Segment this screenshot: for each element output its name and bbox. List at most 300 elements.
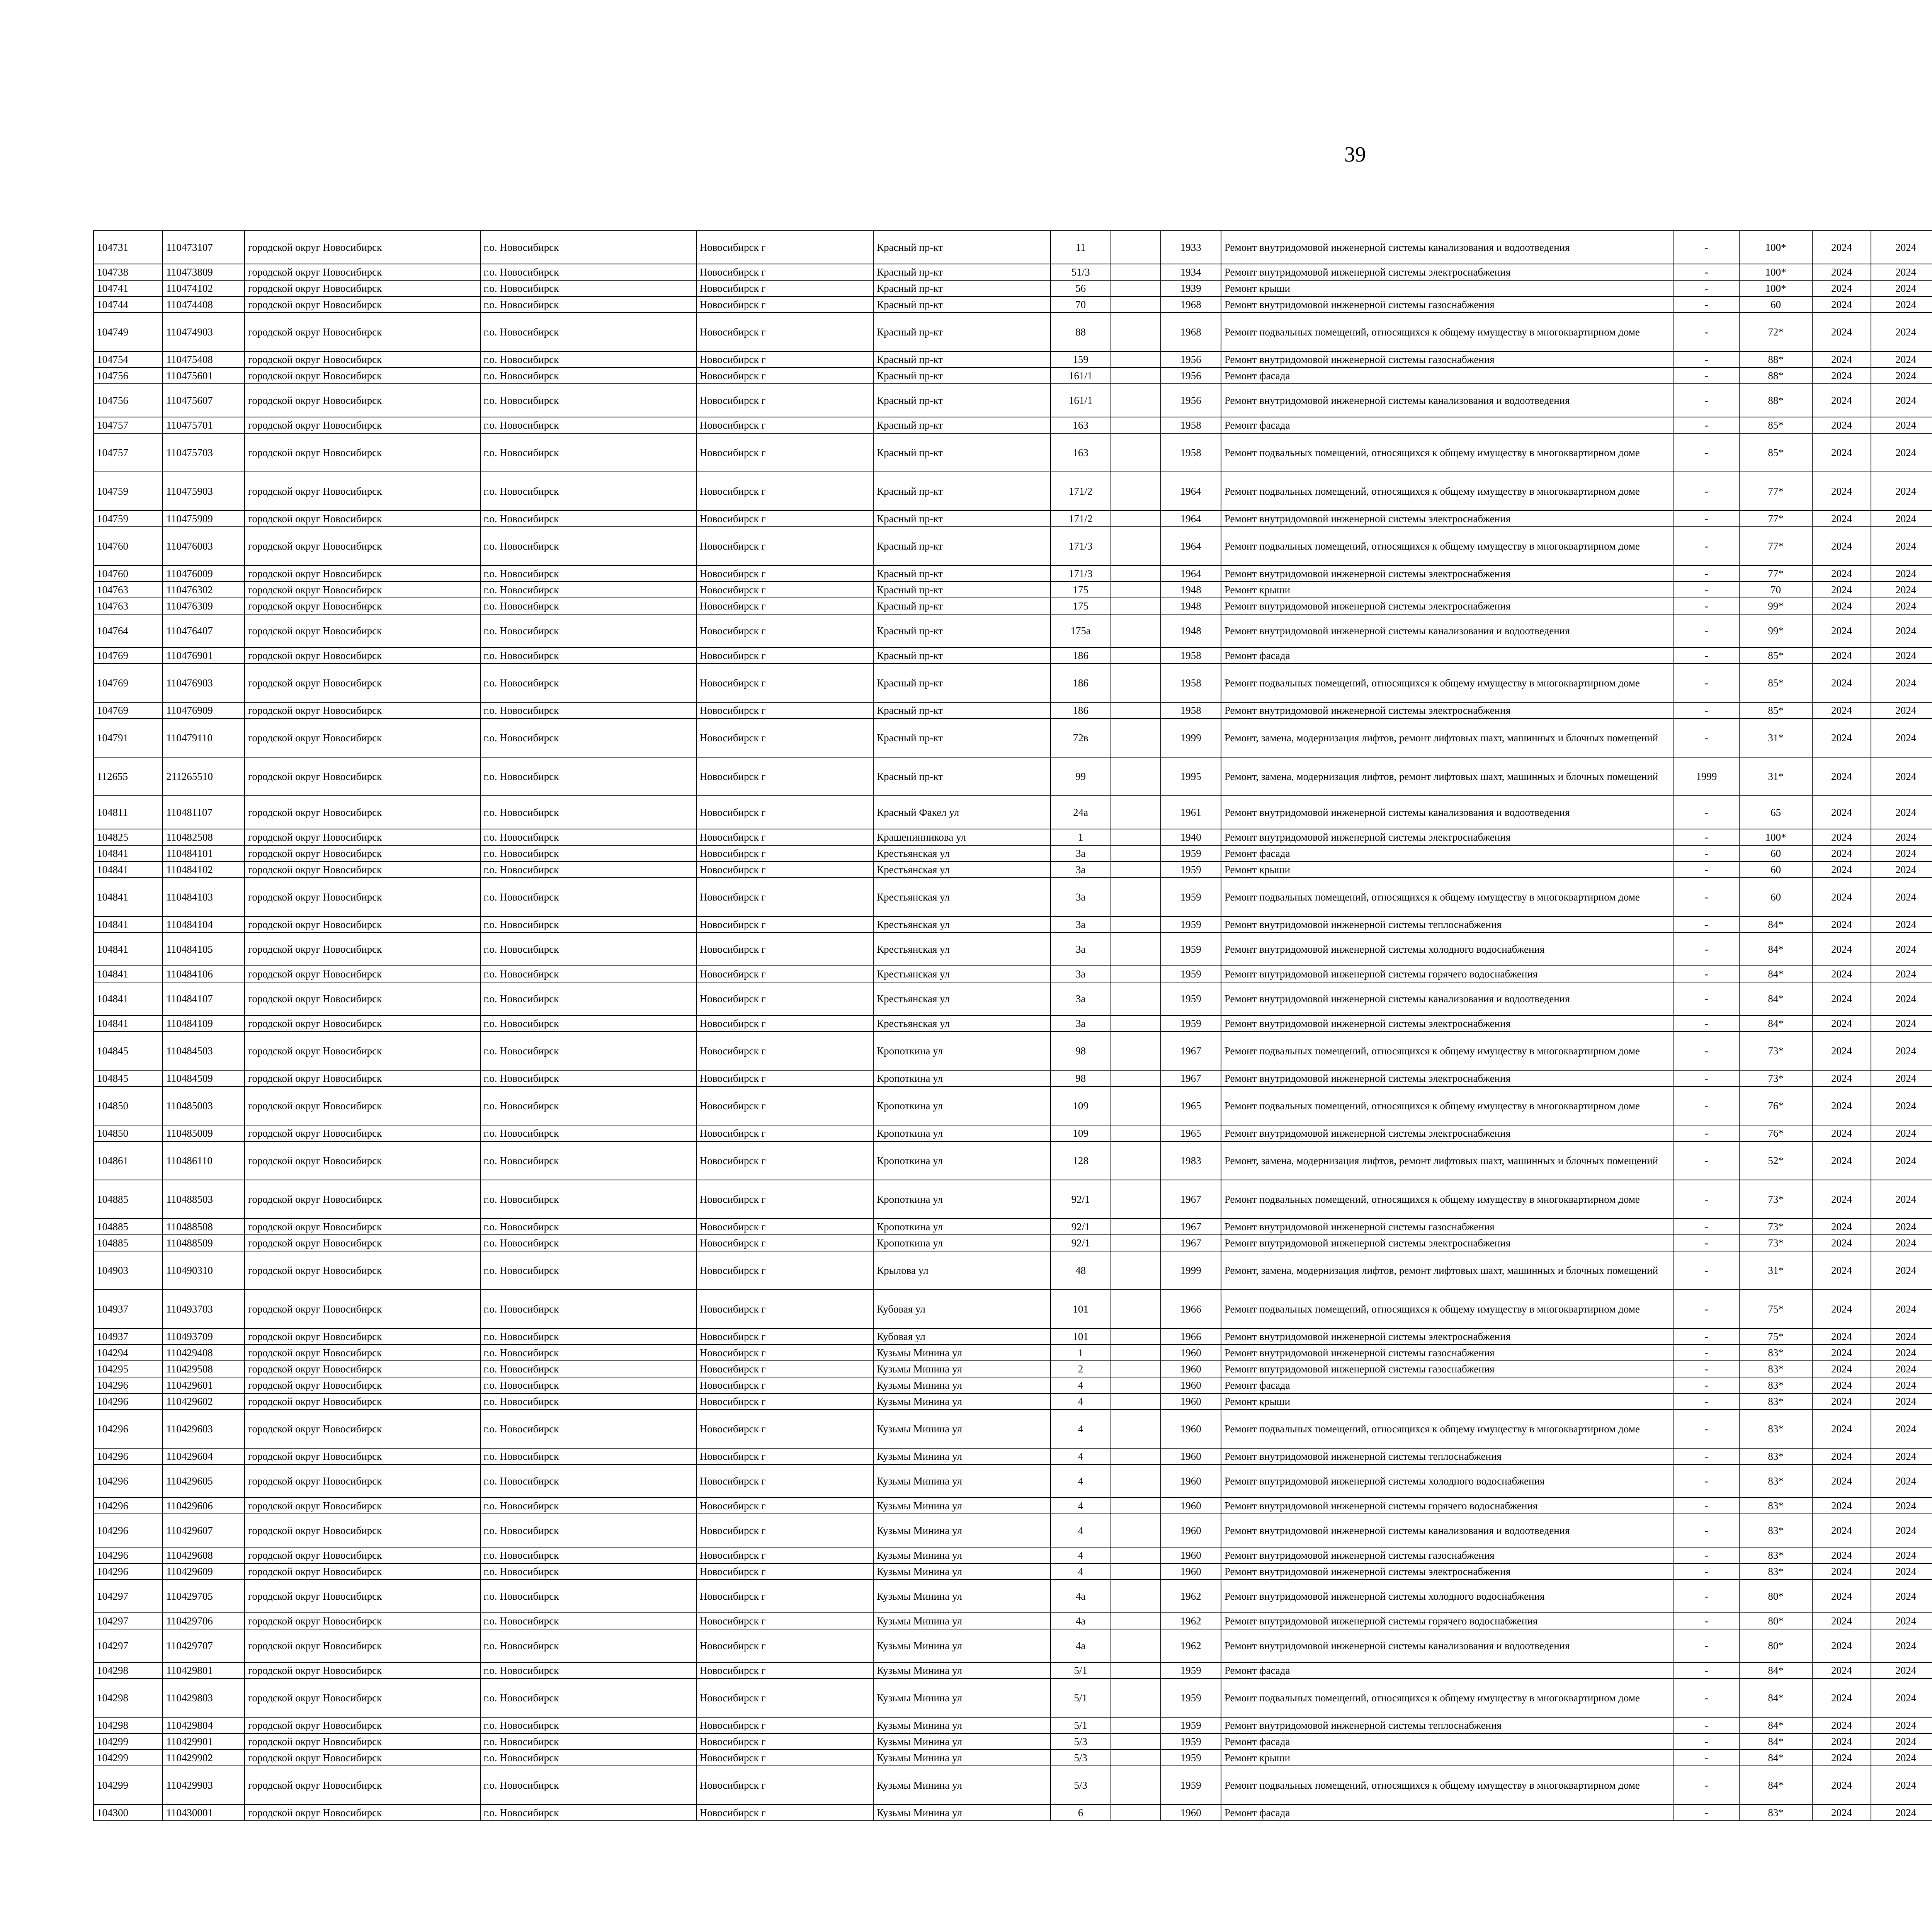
cell-dash: - bbox=[1674, 264, 1739, 280]
cell-year-built: 1999 bbox=[1161, 1251, 1221, 1290]
table-row bbox=[94, 313, 1932, 351]
cell-house: 24а bbox=[1051, 796, 1111, 829]
cell-street: Красный пр-кт bbox=[873, 231, 1050, 264]
cell-blank bbox=[1111, 647, 1161, 664]
cell-work-type: Ремонт фасада bbox=[1221, 417, 1674, 433]
cell-blank bbox=[1111, 982, 1161, 1015]
cell-year-start: 2024 bbox=[1812, 718, 1871, 757]
cell-blank bbox=[1111, 1070, 1161, 1086]
cell-dash: - bbox=[1674, 1125, 1739, 1141]
cell-year-built: 1967 bbox=[1161, 1070, 1221, 1086]
cell-wear: 99* bbox=[1739, 598, 1812, 614]
cell-year-start: 2024 bbox=[1812, 916, 1871, 933]
cell-district: городской округ Новосибирск bbox=[245, 1750, 480, 1766]
cell-municipality: г.о. Новосибирск bbox=[480, 1290, 696, 1328]
cell-blank bbox=[1111, 757, 1161, 796]
cell-year-end: 2024 bbox=[1871, 757, 1932, 796]
cell-locality: Новосибирск г bbox=[696, 1125, 873, 1141]
cell-house: 92/1 bbox=[1051, 1219, 1111, 1235]
cell-municipality: г.о. Новосибирск bbox=[480, 417, 696, 433]
cell-wear: 75* bbox=[1739, 1290, 1812, 1328]
cell-district: городской округ Новосибирск bbox=[245, 527, 480, 565]
cell-work-type: Ремонт внутридомовой инженерной системы теплоснабжения bbox=[1221, 916, 1674, 933]
cell-id: 104297 bbox=[94, 1613, 163, 1629]
cell-code: 110429605 bbox=[163, 1464, 245, 1498]
cell-wear: 84* bbox=[1739, 1733, 1812, 1750]
cell-district: городской округ Новосибирск bbox=[245, 1448, 480, 1464]
cell-locality: Новосибирск г bbox=[696, 1328, 873, 1345]
cell-wear: 85* bbox=[1739, 664, 1812, 702]
cell-work-type: Ремонт фасада bbox=[1221, 647, 1674, 664]
cell-wear: 83* bbox=[1739, 1498, 1812, 1514]
cell-blank bbox=[1111, 1448, 1161, 1464]
table-row bbox=[94, 565, 1932, 582]
cell-blank bbox=[1111, 280, 1161, 296]
cell-year-built: 1960 bbox=[1161, 1805, 1221, 1821]
cell-work-type: Ремонт внутридомовой инженерной системы электроснабжения bbox=[1221, 511, 1674, 527]
cell-year-built: 1948 bbox=[1161, 582, 1221, 598]
cell-code: 110484103 bbox=[163, 878, 245, 916]
cell-municipality: г.о. Новосибирск bbox=[480, 296, 696, 313]
cell-locality: Новосибирск г bbox=[696, 1032, 873, 1070]
cell-street: Кропоткина ул bbox=[873, 1125, 1050, 1141]
cell-code: 110484109 bbox=[163, 1015, 245, 1032]
cell-year-start: 2024 bbox=[1812, 1563, 1871, 1580]
cell-work-type: Ремонт внутридомовой инженерной системы газоснабжения bbox=[1221, 1361, 1674, 1377]
cell-blank bbox=[1111, 718, 1161, 757]
cell-blank bbox=[1111, 1125, 1161, 1141]
cell-street: Кузьмы Минина ул bbox=[873, 1766, 1050, 1805]
cell-year-end: 2024 bbox=[1871, 231, 1932, 264]
cell-district: городской округ Новосибирск bbox=[245, 718, 480, 757]
cell-id: 104754 bbox=[94, 351, 163, 368]
cell-id: 112655 bbox=[94, 757, 163, 796]
cell-house: 56 bbox=[1051, 280, 1111, 296]
cell-year-built: 1948 bbox=[1161, 614, 1221, 647]
cell-locality: Новосибирск г bbox=[696, 1361, 873, 1377]
cell-wear: 88* bbox=[1739, 384, 1812, 417]
cell-year-built: 1960 bbox=[1161, 1345, 1221, 1361]
cell-district: городской округ Новосибирск bbox=[245, 1766, 480, 1805]
cell-wear: 60 bbox=[1739, 861, 1812, 878]
cell-house: 4 bbox=[1051, 1563, 1111, 1580]
cell-house: 98 bbox=[1051, 1032, 1111, 1070]
cell-wear: 84* bbox=[1739, 1015, 1812, 1032]
cell-year-end: 2024 bbox=[1871, 368, 1932, 384]
cell-dash: - bbox=[1674, 614, 1739, 647]
cell-year-start: 2024 bbox=[1812, 796, 1871, 829]
cell-blank bbox=[1111, 966, 1161, 982]
cell-work-type: Ремонт подвальных помещений, относящихся к общему имуществу в многоквартирном доме bbox=[1221, 1180, 1674, 1219]
cell-id: 104756 bbox=[94, 368, 163, 384]
cell-code: 110474408 bbox=[163, 296, 245, 313]
cell-municipality: г.о. Новосибирск bbox=[480, 1679, 696, 1717]
cell-year-start: 2024 bbox=[1812, 1580, 1871, 1613]
cell-year-start: 2024 bbox=[1812, 1448, 1871, 1464]
cell-street: Красный пр-кт bbox=[873, 718, 1050, 757]
cell-dash: - bbox=[1674, 845, 1739, 861]
cell-house: 163 bbox=[1051, 417, 1111, 433]
cell-id: 104861 bbox=[94, 1141, 163, 1180]
cell-street: Крестьянская ул bbox=[873, 878, 1050, 916]
cell-house: 4а bbox=[1051, 1580, 1111, 1613]
cell-locality: Новосибирск г bbox=[696, 368, 873, 384]
cell-house: 5/3 bbox=[1051, 1750, 1111, 1766]
table-row bbox=[94, 1448, 1932, 1464]
cell-id: 104299 bbox=[94, 1733, 163, 1750]
table-row bbox=[94, 1766, 1932, 1805]
cell-street: Красный пр-кт bbox=[873, 368, 1050, 384]
cell-blank bbox=[1111, 829, 1161, 845]
table-row bbox=[94, 878, 1932, 916]
cell-blank bbox=[1111, 861, 1161, 878]
cell-year-start: 2024 bbox=[1812, 1141, 1871, 1180]
cell-year-built: 1959 bbox=[1161, 916, 1221, 933]
cell-year-built: 1958 bbox=[1161, 647, 1221, 664]
cell-year-start: 2024 bbox=[1812, 1547, 1871, 1563]
cell-locality: Новосибирск г bbox=[696, 351, 873, 368]
cell-dash: - bbox=[1674, 1514, 1739, 1547]
table-row bbox=[94, 1290, 1932, 1328]
cell-year-built: 1960 bbox=[1161, 1410, 1221, 1448]
cell-id: 104298 bbox=[94, 1717, 163, 1733]
cell-wear: 77* bbox=[1739, 472, 1812, 511]
table-row bbox=[94, 1070, 1932, 1086]
cell-district: городской округ Новосибирск bbox=[245, 1514, 480, 1547]
cell-house: 4 bbox=[1051, 1464, 1111, 1498]
cell-street: Кузьмы Минина ул bbox=[873, 1514, 1050, 1547]
cell-wear: 99* bbox=[1739, 614, 1812, 647]
cell-dash: - bbox=[1674, 982, 1739, 1015]
table-row bbox=[94, 1805, 1932, 1821]
cell-year-end: 2024 bbox=[1871, 433, 1932, 472]
cell-street: Крестьянская ул bbox=[873, 1015, 1050, 1032]
cell-locality: Новосибирск г bbox=[696, 1498, 873, 1514]
cell-district: городской округ Новосибирск bbox=[245, 296, 480, 313]
cell-street: Крестьянская ул bbox=[873, 845, 1050, 861]
cell-year-start: 2024 bbox=[1812, 1750, 1871, 1766]
cell-id: 104841 bbox=[94, 982, 163, 1015]
table-row bbox=[94, 1219, 1932, 1235]
cell-locality: Новосибирск г bbox=[696, 829, 873, 845]
cell-house: 101 bbox=[1051, 1290, 1111, 1328]
cell-code: 110429801 bbox=[163, 1662, 245, 1679]
cell-wear: 76* bbox=[1739, 1125, 1812, 1141]
cell-locality: Новосибирск г bbox=[696, 582, 873, 598]
cell-code: 110479110 bbox=[163, 718, 245, 757]
cell-work-type: Ремонт крыши bbox=[1221, 582, 1674, 598]
cell-house: 5/1 bbox=[1051, 1679, 1111, 1717]
cell-dash: - bbox=[1674, 384, 1739, 417]
cell-municipality: г.о. Новосибирск bbox=[480, 1345, 696, 1361]
cell-locality: Новосибирск г bbox=[696, 296, 873, 313]
cell-blank bbox=[1111, 796, 1161, 829]
cell-street: Крестьянская ул bbox=[873, 916, 1050, 933]
cell-street: Кузьмы Минина ул bbox=[873, 1448, 1050, 1464]
cell-dash: - bbox=[1674, 1498, 1739, 1514]
cell-code: 110429602 bbox=[163, 1393, 245, 1410]
cell-blank bbox=[1111, 1679, 1161, 1717]
cell-work-type: Ремонт крыши bbox=[1221, 1393, 1674, 1410]
cell-work-type: Ремонт подвальных помещений, относящихся к общему имуществу в многоквартирном доме bbox=[1221, 1086, 1674, 1125]
cell-work-type: Ремонт крыши bbox=[1221, 861, 1674, 878]
cell-blank bbox=[1111, 878, 1161, 916]
cell-code: 110429707 bbox=[163, 1629, 245, 1662]
cell-dash: - bbox=[1674, 861, 1739, 878]
cell-locality: Новосибирск г bbox=[696, 527, 873, 565]
cell-dash: - bbox=[1674, 664, 1739, 702]
cell-district: городской округ Новосибирск bbox=[245, 1679, 480, 1717]
cell-locality: Новосибирск г bbox=[696, 264, 873, 280]
cell-house: 175а bbox=[1051, 614, 1111, 647]
cell-house: 175 bbox=[1051, 598, 1111, 614]
cell-locality: Новосибирск г bbox=[696, 1448, 873, 1464]
cell-year-built: 1960 bbox=[1161, 1361, 1221, 1377]
cell-blank bbox=[1111, 565, 1161, 582]
cell-year-built: 1959 bbox=[1161, 878, 1221, 916]
cell-year-built: 1960 bbox=[1161, 1514, 1221, 1547]
cell-blank bbox=[1111, 1393, 1161, 1410]
cell-district: городской округ Новосибирск bbox=[245, 1629, 480, 1662]
cell-locality: Новосибирск г bbox=[696, 861, 873, 878]
table-row bbox=[94, 757, 1932, 796]
cell-house: 3а bbox=[1051, 1015, 1111, 1032]
cell-wear: 84* bbox=[1739, 1679, 1812, 1717]
cell-year-start: 2024 bbox=[1812, 647, 1871, 664]
cell-id: 104757 bbox=[94, 417, 163, 433]
cell-year-end: 2024 bbox=[1871, 647, 1932, 664]
cell-dash: - bbox=[1674, 1448, 1739, 1464]
cell-work-type: Ремонт внутридомовой инженерной системы горячего водоснабжения bbox=[1221, 1613, 1674, 1629]
cell-year-start: 2024 bbox=[1812, 966, 1871, 982]
cell-blank bbox=[1111, 1032, 1161, 1070]
cell-house: 5/3 bbox=[1051, 1766, 1111, 1805]
cell-work-type: Ремонт крыши bbox=[1221, 1750, 1674, 1766]
cell-street: Красный пр-кт bbox=[873, 614, 1050, 647]
cell-dash: - bbox=[1674, 231, 1739, 264]
cell-blank bbox=[1111, 1717, 1161, 1733]
table-row bbox=[94, 1235, 1932, 1251]
cell-house: 171/2 bbox=[1051, 511, 1111, 527]
cell-house: 98 bbox=[1051, 1070, 1111, 1086]
cell-code: 110429902 bbox=[163, 1750, 245, 1766]
cell-year-start: 2024 bbox=[1812, 1464, 1871, 1498]
cell-blank bbox=[1111, 845, 1161, 861]
cell-year-start: 2024 bbox=[1812, 511, 1871, 527]
cell-street: Кузьмы Минина ул bbox=[873, 1717, 1050, 1733]
cell-municipality: г.о. Новосибирск bbox=[480, 718, 696, 757]
cell-locality: Новосибирск г bbox=[696, 702, 873, 718]
table-row bbox=[94, 966, 1932, 982]
cell-house: 159 bbox=[1051, 351, 1111, 368]
cell-house: 186 bbox=[1051, 702, 1111, 718]
cell-year-end: 2024 bbox=[1871, 1345, 1932, 1361]
cell-municipality: г.о. Новосибирск bbox=[480, 1514, 696, 1547]
cell-id: 104296 bbox=[94, 1393, 163, 1410]
cell-year-end: 2024 bbox=[1871, 933, 1932, 966]
cell-work-type: Ремонт внутридомовой инженерной системы канализования и водоотведения bbox=[1221, 614, 1674, 647]
cell-year-start: 2024 bbox=[1812, 313, 1871, 351]
cell-year-end: 2024 bbox=[1871, 702, 1932, 718]
cell-work-type: Ремонт внутридомовой инженерной системы электроснабжения bbox=[1221, 598, 1674, 614]
table-row bbox=[94, 264, 1932, 280]
cell-year-start: 2024 bbox=[1812, 861, 1871, 878]
cell-id: 104850 bbox=[94, 1125, 163, 1141]
cell-year-start: 2024 bbox=[1812, 878, 1871, 916]
cell-year-start: 2024 bbox=[1812, 1219, 1871, 1235]
cell-code: 110429606 bbox=[163, 1498, 245, 1514]
cell-work-type: Ремонт подвальных помещений, относящихся к общему имуществу в многоквартирном доме bbox=[1221, 1410, 1674, 1448]
cell-municipality: г.о. Новосибирск bbox=[480, 1377, 696, 1393]
table-row bbox=[94, 1125, 1932, 1141]
cell-year-built: 1960 bbox=[1161, 1563, 1221, 1580]
cell-house: 3а bbox=[1051, 878, 1111, 916]
cell-dash: - bbox=[1674, 417, 1739, 433]
cell-year-end: 2024 bbox=[1871, 1464, 1932, 1498]
cell-wear: 84* bbox=[1739, 1750, 1812, 1766]
cell-year-built: 1934 bbox=[1161, 264, 1221, 280]
cell-work-type: Ремонт подвальных помещений, относящихся к общему имуществу в многоквартирном доме bbox=[1221, 1766, 1674, 1805]
cell-locality: Новосибирск г bbox=[696, 1805, 873, 1821]
cell-dash: - bbox=[1674, 527, 1739, 565]
cell-year-end: 2024 bbox=[1871, 1328, 1932, 1345]
cell-blank bbox=[1111, 1662, 1161, 1679]
cell-district: городской округ Новосибирск bbox=[245, 1015, 480, 1032]
cell-house: 4а bbox=[1051, 1629, 1111, 1662]
cell-id: 104738 bbox=[94, 264, 163, 280]
cell-blank bbox=[1111, 582, 1161, 598]
cell-year-built: 1965 bbox=[1161, 1086, 1221, 1125]
cell-house: 186 bbox=[1051, 647, 1111, 664]
cell-work-type: Ремонт внутридомовой инженерной системы горячего водоснабжения bbox=[1221, 1498, 1674, 1514]
cell-street: Красный пр-кт bbox=[873, 313, 1050, 351]
cell-district: городской округ Новосибирск bbox=[245, 1086, 480, 1125]
cell-house: 99 bbox=[1051, 757, 1111, 796]
cell-year-start: 2024 bbox=[1812, 1235, 1871, 1251]
cell-year-end: 2024 bbox=[1871, 1219, 1932, 1235]
cell-work-type: Ремонт фасада bbox=[1221, 1733, 1674, 1750]
table-row bbox=[94, 718, 1932, 757]
cell-municipality: г.о. Новосибирск bbox=[480, 1393, 696, 1410]
cell-street: Крестьянская ул bbox=[873, 933, 1050, 966]
cell-code: 110484503 bbox=[163, 1032, 245, 1070]
cell-locality: Новосибирск г bbox=[696, 664, 873, 702]
cell-year-built: 1959 bbox=[1161, 933, 1221, 966]
cell-locality: Новосибирск г bbox=[696, 1410, 873, 1448]
cell-street: Красный пр-кт bbox=[873, 527, 1050, 565]
cell-year-end: 2024 bbox=[1871, 1514, 1932, 1547]
cell-district: городской округ Новосибирск bbox=[245, 351, 480, 368]
cell-municipality: г.о. Новосибирск bbox=[480, 1141, 696, 1180]
table-row bbox=[94, 1251, 1932, 1290]
cell-district: городской округ Новосибирск bbox=[245, 982, 480, 1015]
cell-year-built: 1967 bbox=[1161, 1032, 1221, 1070]
cell-locality: Новосибирск г bbox=[696, 1086, 873, 1125]
cell-code: 110475909 bbox=[163, 511, 245, 527]
cell-year-built: 1968 bbox=[1161, 296, 1221, 313]
cell-work-type: Ремонт подвальных помещений, относящихся к общему имуществу в многоквартирном доме bbox=[1221, 1290, 1674, 1328]
cell-locality: Новосибирск г bbox=[696, 647, 873, 664]
cell-district: городской округ Новосибирск bbox=[245, 664, 480, 702]
cell-year-built: 1956 bbox=[1161, 351, 1221, 368]
cell-blank bbox=[1111, 1219, 1161, 1235]
cell-code: 110429804 bbox=[163, 1717, 245, 1733]
cell-locality: Новосибирск г bbox=[696, 878, 873, 916]
cell-code: 110476901 bbox=[163, 647, 245, 664]
cell-year-start: 2024 bbox=[1812, 1629, 1871, 1662]
cell-house: 3а bbox=[1051, 845, 1111, 861]
cell-street: Красный пр-кт bbox=[873, 511, 1050, 527]
cell-code: 110429604 bbox=[163, 1448, 245, 1464]
cell-house: 1 bbox=[1051, 1345, 1111, 1361]
cell-year-end: 2024 bbox=[1871, 1613, 1932, 1629]
cell-year-built: 1983 bbox=[1161, 1141, 1221, 1180]
cell-locality: Новосибирск г bbox=[696, 598, 873, 614]
cell-year-built: 1967 bbox=[1161, 1235, 1221, 1251]
cell-municipality: г.о. Новосибирск bbox=[480, 1766, 696, 1805]
cell-house: 175 bbox=[1051, 582, 1111, 598]
cell-code: 110429607 bbox=[163, 1514, 245, 1547]
cell-id: 104845 bbox=[94, 1032, 163, 1070]
cell-municipality: г.о. Новосибирск bbox=[480, 1180, 696, 1219]
cell-locality: Новосибирск г bbox=[696, 933, 873, 966]
cell-year-built: 1965 bbox=[1161, 1125, 1221, 1141]
cell-street: Красный пр-кт bbox=[873, 264, 1050, 280]
cell-locality: Новосибирск г bbox=[696, 916, 873, 933]
cell-district: городской округ Новосибирск bbox=[245, 1733, 480, 1750]
cell-work-type: Ремонт внутридомовой инженерной системы канализования и водоотведения bbox=[1221, 384, 1674, 417]
table-row bbox=[94, 1141, 1932, 1180]
cell-district: городской округ Новосибирск bbox=[245, 861, 480, 878]
cell-locality: Новосибирск г bbox=[696, 1547, 873, 1563]
cell-year-end: 2024 bbox=[1871, 1070, 1932, 1086]
cell-year-end: 2024 bbox=[1871, 1015, 1932, 1032]
table-row bbox=[94, 1514, 1932, 1547]
cell-year-start: 2024 bbox=[1812, 1733, 1871, 1750]
cell-id: 104296 bbox=[94, 1547, 163, 1563]
table-row bbox=[94, 296, 1932, 313]
cell-year-end: 2024 bbox=[1871, 1629, 1932, 1662]
cell-wear: 77* bbox=[1739, 565, 1812, 582]
cell-work-type: Ремонт внутридомовой инженерной системы электроснабжения bbox=[1221, 1015, 1674, 1032]
cell-district: городской округ Новосибирск bbox=[245, 1805, 480, 1821]
table-row bbox=[94, 1498, 1932, 1514]
cell-code: 110482508 bbox=[163, 829, 245, 845]
cell-year-built: 1958 bbox=[1161, 664, 1221, 702]
cell-code: 110429705 bbox=[163, 1580, 245, 1613]
cell-work-type: Ремонт внутридомовой инженерной системы электроснабжения bbox=[1221, 1070, 1674, 1086]
cell-work-type: Ремонт внутридомовой инженерной системы газоснабжения bbox=[1221, 1219, 1674, 1235]
cell-id: 104296 bbox=[94, 1410, 163, 1448]
table-row bbox=[94, 1086, 1932, 1125]
cell-dash: - bbox=[1674, 1580, 1739, 1613]
cell-locality: Новосибирск г bbox=[696, 1345, 873, 1361]
cell-code: 110481107 bbox=[163, 796, 245, 829]
cell-wear: 73* bbox=[1739, 1235, 1812, 1251]
cell-wear: 100* bbox=[1739, 231, 1812, 264]
cell-code: 110475601 bbox=[163, 368, 245, 384]
cell-year-start: 2024 bbox=[1812, 296, 1871, 313]
cell-year-start: 2024 bbox=[1812, 933, 1871, 966]
cell-municipality: г.о. Новосибирск bbox=[480, 796, 696, 829]
cell-district: городской округ Новосибирск bbox=[245, 280, 480, 296]
cell-id: 104845 bbox=[94, 1070, 163, 1086]
cell-locality: Новосибирск г bbox=[696, 231, 873, 264]
cell-wear: 80* bbox=[1739, 1580, 1812, 1613]
cell-district: городской округ Новосибирск bbox=[245, 417, 480, 433]
cell-dash: - bbox=[1674, 1410, 1739, 1448]
cell-house: 88 bbox=[1051, 313, 1111, 351]
